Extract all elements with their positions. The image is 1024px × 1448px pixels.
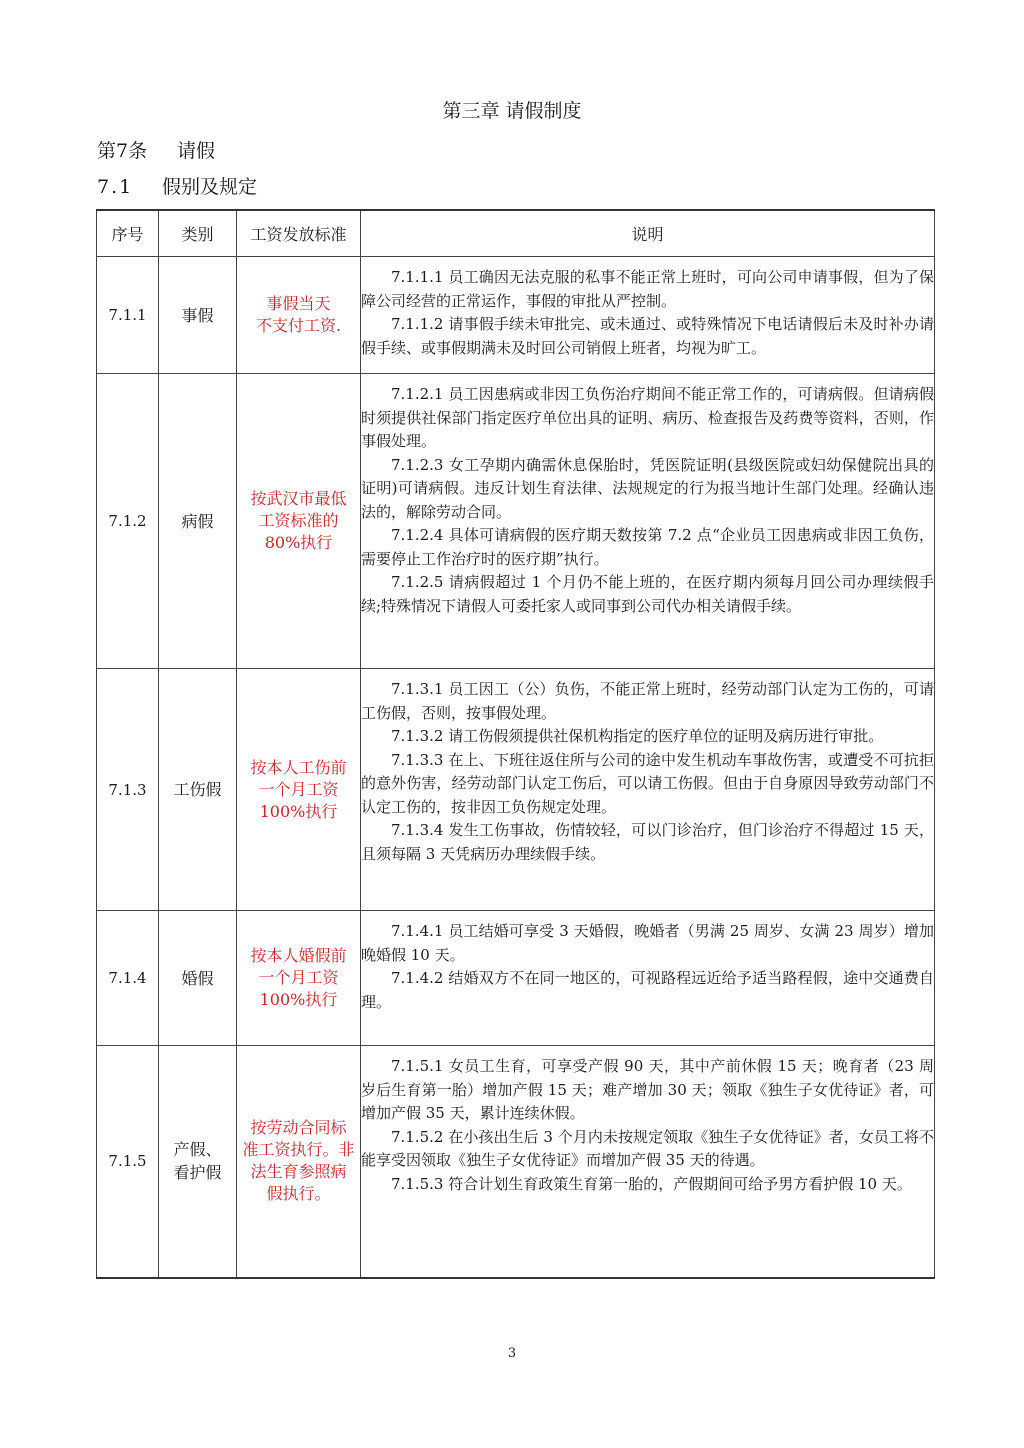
row-category	[159, 374, 237, 669]
section-title: 假别及规定	[162, 176, 258, 198]
description-paragraph: 7.1.2.1 员工因患病或非因工负伤治疗期间不能正常工作的，可请病假。但请病假时须提供社保部门指定医疗单位出具的证明、病历、检查报告及药费等资料，否则，作事假处理。	[361, 385, 934, 450]
description-paragraph: 7.1.3.1 员工因工（公）负伤，不能正常上班时，经劳动部门认定为工伤的，可请工伤假，否则，按事假处理。	[361, 680, 934, 722]
category-line: 病假	[181, 511, 214, 531]
row-wage-standard	[237, 374, 361, 669]
wage-line: 一个月工资	[258, 968, 339, 987]
leave-table	[96, 209, 935, 1279]
description-paragraph: 7.1.5.2 在小孩出生后 3 个月内未按规定领取《独生子女优待证》者，女员工将不能享受因领取《独生子女优待证》而增加产假 35 天的待遇。	[361, 1127, 934, 1169]
description-paragraph: 7.1.3.2 请工伤假须提供社保机构指定的医疗单位的证明及病历进行审批。	[391, 727, 884, 745]
table-header-row	[97, 210, 935, 257]
wage-line: 假执行。	[266, 1184, 331, 1204]
row-number: 7.1.3	[97, 669, 159, 911]
description-paragraph: 7.1.2.5 请病假超过 1 个月仍不能上班的，在医疗期内须每月回公司办理续假手续;特殊情况下请假人可委托家人或同事到公司代办相关请假手续。	[361, 573, 934, 615]
description-paragraph: 7.1.3.3 在上、下班往返住所与公司的途中发生机动车事故伤害，或遭受不可抗拒的意外伤害，经劳动部门认定工伤后，可以请工伤假。但由于自身原因导致劳动部门不认定工伤的，按非因工负伤规定处理。	[361, 750, 934, 816]
row-description	[361, 257, 935, 374]
row-description	[361, 1046, 935, 1278]
article-heading	[97, 138, 215, 164]
section-heading	[97, 174, 257, 200]
row-wage-standard	[237, 911, 361, 1046]
row-number: 7.1.2	[97, 374, 159, 669]
description-paragraph: 7.1.5.1 女员工生育，可享受产假 90 天，其中产前休假 15 天；晚育者（23 周岁后生育第一胎）增加产假 15 天；难产增加 30 天；领取《独生子女优待证》者，可增加产假 35 天，累计连续休假。	[361, 1057, 934, 1122]
wage-line: 准工资执行。非	[242, 1140, 355, 1160]
row-number: 7.1.1	[97, 257, 159, 374]
row-wage-standard	[237, 1046, 361, 1278]
description-paragraph: 7.1.2.3 女工孕期内确需休息保胎时，凭医院证明(县级医院或妇幼保健院出具的证明)可请病假。违反计划生育法律、法规规定的行为报当地计生部门处理。经确认违法的，解除劳动合同。	[361, 455, 934, 521]
article-title: 请假	[177, 140, 216, 162]
page-number: 3	[507, 1346, 517, 1361]
article-number: 第7条	[97, 140, 148, 162]
description-paragraph: 7.1.4.2 结婚双方不在同一地区的，可视路程远近给予适当路程假，途中交通费自理。	[361, 969, 934, 1011]
row-category	[159, 669, 237, 911]
category-line: 事假	[181, 305, 214, 325]
table-row	[97, 911, 935, 1046]
table-row	[97, 257, 935, 374]
wage-line: 按本人工伤前	[250, 757, 347, 777]
description-paragraph: 7.1.1.2 请事假手续未审批完、或未通过、或特殊情况下电话请假后未及时补办请假手续、或事假期满未及时回公司销假上班者，均视为旷工。	[361, 315, 934, 357]
header-category: 类别	[159, 210, 237, 257]
wage-line: 一个月工资	[258, 779, 339, 799]
row-description	[361, 374, 935, 669]
description-paragraph: 7.1.3.4 发生工伤事故，伤情较轻，可以门诊治疗，但门诊治疗不得超过 15 天，且须每隔 3 天凭病历办理续假手续。	[361, 821, 934, 863]
wage-line: 法生育参照病	[250, 1162, 347, 1182]
wage-line: 按劳动合同标	[250, 1118, 347, 1138]
row-category	[159, 911, 237, 1046]
header-wage: 工资发放标准	[237, 210, 361, 257]
wage-line: 工资标准的	[258, 511, 339, 530]
description-paragraph: 7.1.1.1 员工确因无法克服的私事不能正常上班时，可向公司申请事假，但为了保障公司经营的正常运作，事假的审批从严控制。	[361, 268, 934, 310]
category-line: 产假、	[173, 1140, 222, 1160]
wage-line: 事假当天	[266, 294, 331, 313]
row-number: 7.1.4	[97, 911, 159, 1046]
wage-line: 不支付工资.	[255, 316, 342, 335]
wage-line: 80%执行	[264, 533, 333, 552]
row-wage-standard	[237, 257, 361, 374]
description-paragraph: 7.1.2.4 具体可请病假的医疗期天数按第 7.2 点“企业员工因患病或非因工负伤，需要停止工作治疗时的医疗期”执行。	[361, 526, 934, 568]
category-line: 工伤假	[173, 780, 222, 799]
wage-line: 按武汉市最低	[250, 489, 347, 508]
wage-line: 100%执行	[259, 990, 338, 1009]
description-paragraph: 7.1.4.1 员工结婚可享受 3 天婚假，晚婚者（男满 25 周岁、女满 23 周岁）增加晚婚假 10 天。	[361, 922, 934, 964]
description-paragraph: 7.1.5.3 符合计划生育政策生育第一胎的，产假期间可给予男方看护假 10 天。	[391, 1174, 912, 1193]
wage-line: 按本人婚假前	[250, 946, 347, 965]
chapter-title: 第三章 请假制度	[442, 100, 582, 122]
row-category	[159, 1046, 237, 1278]
table-row	[97, 374, 935, 669]
row-wage-standard	[237, 669, 361, 911]
wage-line: 100%执行	[259, 801, 338, 821]
table-row	[97, 1046, 935, 1278]
row-description	[361, 911, 935, 1046]
header-description: 说明	[361, 210, 935, 257]
category-line: 婚假	[181, 968, 214, 988]
table-row	[97, 669, 935, 911]
header-no: 序号	[97, 210, 159, 257]
section-number: 7.1	[97, 176, 134, 198]
row-number: 7.1.5	[97, 1046, 159, 1278]
table-body	[97, 257, 935, 1278]
row-description	[361, 669, 935, 911]
category-line: 看护假	[173, 1163, 222, 1183]
row-category	[159, 257, 237, 374]
